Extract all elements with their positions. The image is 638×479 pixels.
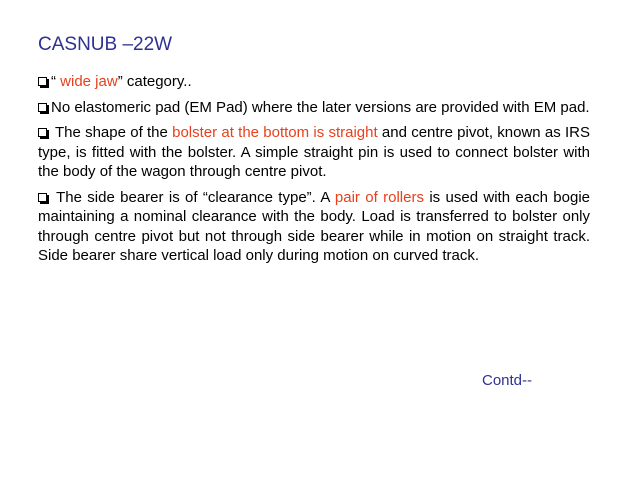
checkbox-bullet-icon bbox=[38, 128, 47, 137]
continued-label: Contd-- bbox=[482, 372, 533, 389]
bullet-side-bearer bbox=[38, 188, 590, 266]
bullet-text-pre: The side bearer is of “clearance type”. A bbox=[51, 188, 335, 206]
bullet-highlight: pair of rollers bbox=[334, 188, 424, 206]
bullet-text: No elastomeric pad (EM Pad) where the later versions are provided with EM pad. bbox=[51, 98, 590, 116]
bullet-em-pad bbox=[38, 98, 590, 118]
bullet-highlight: wide jaw bbox=[56, 73, 118, 90]
bullet-highlight: bolster at the bottom is straight bbox=[172, 124, 378, 141]
checkbox-bullet-icon bbox=[38, 193, 47, 202]
bullet-text-post: is used with each bogie maintaining a nominal clearance with the body. Load is transferred to bolster only through centre pivot but not through side bearer while in motion on straight track. Side bearer share vertical load only during motion on curved track. bbox=[38, 188, 591, 264]
checkbox-bullet-icon bbox=[38, 77, 47, 86]
slide-title: CASNUB –22W bbox=[38, 34, 173, 55]
bullet-text-post: ” category.. bbox=[117, 73, 192, 90]
bullet-bolster bbox=[38, 123, 590, 182]
bullet-text-pre: The shape of the bbox=[51, 124, 173, 141]
bullet-text-post: and centre pivot, known as IRS type, is fitted with the bolster. A simple straight pin is used to connect bolster with the body of the wagon through centre pivot. bbox=[38, 124, 590, 180]
checkbox-bullet-icon bbox=[38, 103, 47, 112]
slide-body bbox=[38, 72, 590, 272]
bullet-text-pre: “ bbox=[51, 73, 56, 90]
bullet-wide-jaw bbox=[38, 72, 590, 92]
